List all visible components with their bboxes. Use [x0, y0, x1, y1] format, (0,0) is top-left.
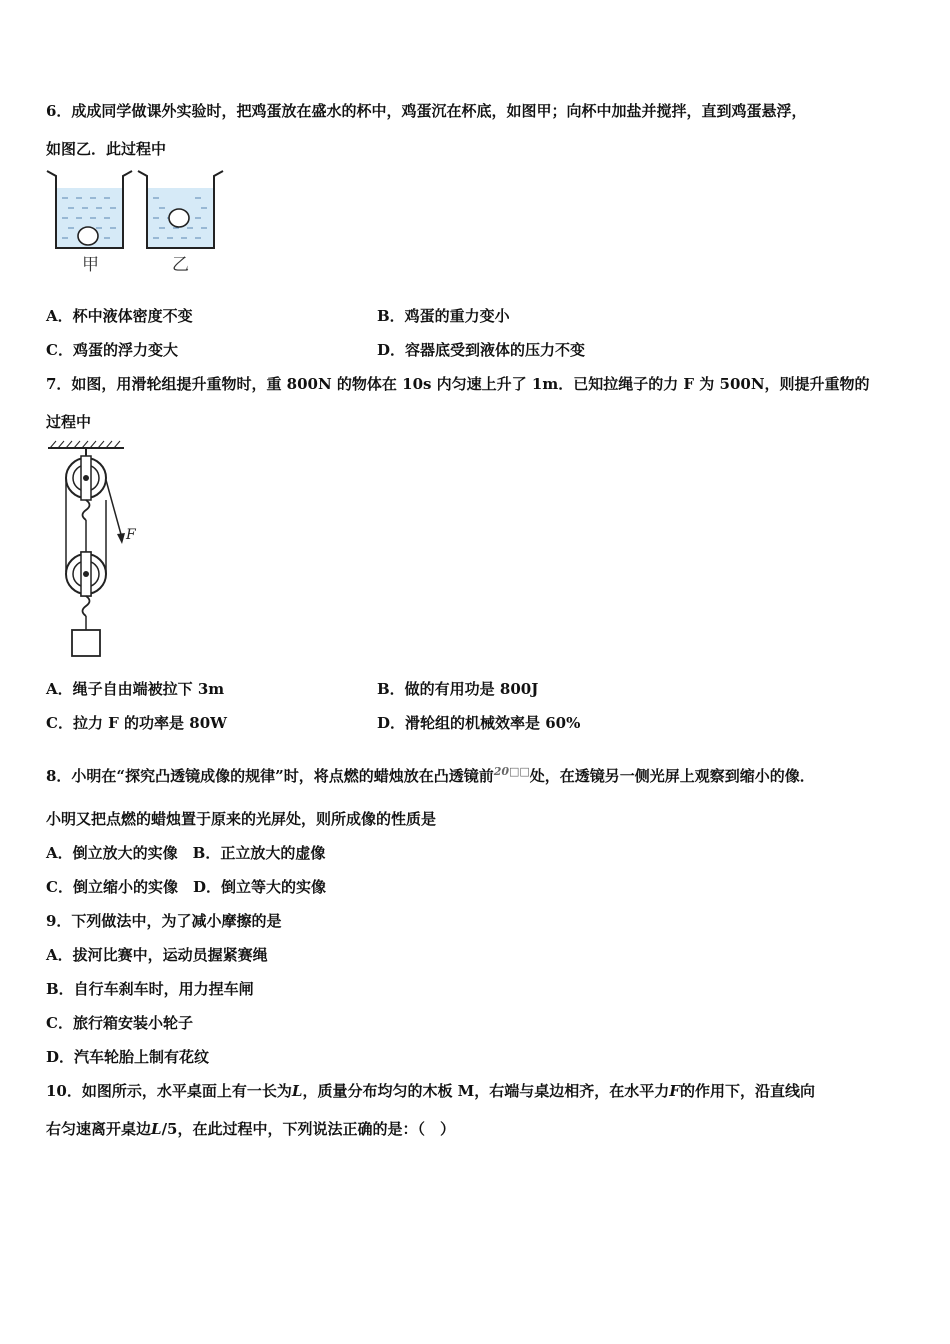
- q7-stem-line1: 7．如图，用滑轮组提升重物时，重 800N 的物体在 10s 内匀速上升了 1m．已知拉绳子的力 F 为 500N，则提升重物的: [46, 375, 870, 393]
- q8-distance-value: 20□□: [493, 765, 530, 778]
- q6-stem-line2: 如图乙．此过程中: [46, 140, 167, 158]
- q10-line1-b: ，质量分布均匀的木板 M，右端与桌边相齐，在水平力: [302, 1082, 670, 1100]
- q6-beaker-figure: [44, 166, 224, 276]
- q10-line1-c: 的作用下，沿直线向: [679, 1082, 815, 1100]
- q10-line2-b: /5，在此过程中，下列说法正确的是：（ ）: [161, 1120, 455, 1138]
- q10-line2-a: 右匀速离开桌边: [46, 1120, 152, 1138]
- q8-options-cd: C．倒立缩小的实像 D．倒立等大的实像: [46, 878, 326, 896]
- q10-var-f: F: [669, 1082, 680, 1100]
- beaker-yi-label: 乙: [172, 255, 189, 275]
- q10-line1-a: 10．如图所示，水平桌面上有一长为: [46, 1082, 292, 1100]
- q7-option-b: B．做的有用功是 800J: [377, 680, 539, 698]
- q6-option-d: D．容器底受到液体的压力不变: [377, 341, 586, 359]
- q7-stem-line2: 过程中: [46, 413, 92, 431]
- beaker-jia: [47, 171, 132, 248]
- q8-stem-line1-a: 8．小明在“探究凸透镜成像的规律”时，将点燃的蜡烛放在凸透镜前: [46, 767, 494, 785]
- force-f-label: F: [126, 527, 136, 543]
- q10-stem-line2: [46, 1119, 455, 1139]
- q6-option-c: C．鸡蛋的浮力变大: [46, 341, 178, 359]
- q7-pulley-figure: [44, 440, 154, 662]
- q9-option-a: A．拔河比赛中，运动员握紧赛绳: [46, 946, 268, 964]
- q8-stem-line1: [46, 762, 815, 786]
- q10-line2-var-l: L: [151, 1120, 162, 1138]
- q10-stem-line1: [46, 1081, 815, 1101]
- q10-var-l: L: [291, 1082, 303, 1100]
- q8-stem-line2: 小明又把点燃的蜡烛置于原来的光屏处，则所成像的性质是: [46, 810, 437, 828]
- q6-option-b: B．鸡蛋的重力变小: [377, 307, 510, 325]
- q9-option-c: C．旅行箱安装小轮子: [46, 1014, 193, 1032]
- q8-options-ab: A．倒立放大的实像 B．正立放大的虚像: [46, 844, 326, 862]
- beaker-yi: [138, 171, 223, 248]
- q6-option-a: A．杯中液体密度不变: [46, 307, 193, 325]
- q7-option-c: C．拉力 F 的功率是 80W: [46, 714, 227, 732]
- q6-stem-line1: 6．成成同学做课外实验时，把鸡蛋放在盛水的杯中，鸡蛋沉在杯底，如图甲；向杯中加盐并搅拌，直到鸡蛋悬浮，: [46, 102, 807, 120]
- q8-stem-line1-b: 处，在透镜另一侧光屏上观察到缩小的像．: [529, 767, 815, 785]
- q9-stem: 9．下列做法中，为了减小摩擦的是: [46, 912, 282, 930]
- beaker-jia-label: 甲: [82, 255, 99, 275]
- q7-option-d: D．滑轮组的机械效率是 60%: [377, 714, 581, 732]
- q7-option-a: A．绳子自由端被拉下 3m: [46, 680, 225, 698]
- q9-option-b: B．自行车刹车时，用力捏车闸: [46, 980, 254, 998]
- q9-option-d: D．汽车轮胎上制有花纹: [46, 1048, 210, 1066]
